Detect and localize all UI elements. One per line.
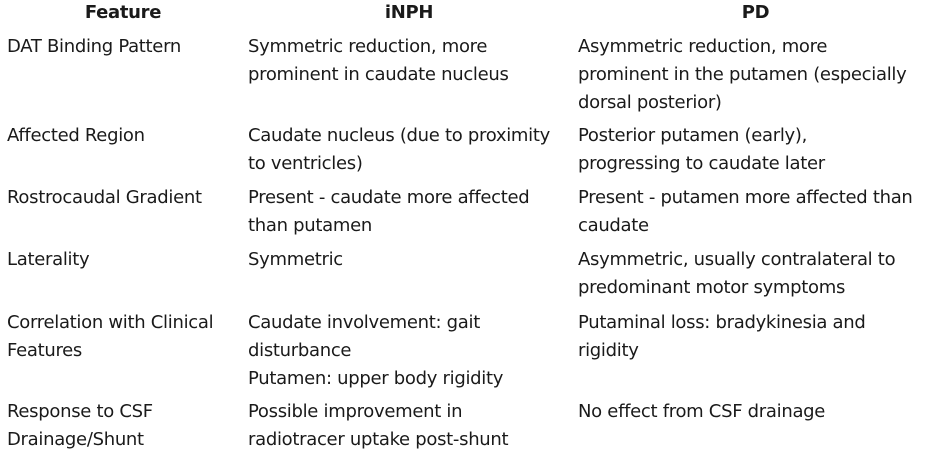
row-1-pd: Asymmetric reduction, more prominent in the putamen (especially dorsal posterior) [578, 36, 907, 113]
row-2-pd: Posterior putamen (early), progressing to caudate later [578, 125, 825, 174]
row-4-feature: Laterality [7, 249, 90, 270]
row-5-feature: Correlation with Clinical Features [7, 312, 214, 361]
row-3-feature: Rostrocaudal Gradient [7, 187, 202, 208]
row-3-pd: Present - putamen more affected than caudate [578, 187, 913, 236]
row-2-feature: Affected Region [7, 125, 145, 146]
header-feature: Feature [84, 2, 162, 23]
row-4-pd: Asymmetric, usually contralateral to predominant motor symptoms [578, 249, 896, 298]
row-1-inph: Symmetric reduction, more prominent in caudate nucleus [248, 36, 509, 85]
row-5-inph: Caudate involvement: gait disturbance Putamen: upper body rigidity [248, 312, 504, 389]
row-2-inph: Caudate nucleus (due to proximity to ventricles) [248, 125, 550, 174]
row-6-feature: Response to CSF Drainage/Shunt [7, 401, 153, 450]
row-1-feature: DAT Binding Pattern [7, 36, 181, 57]
row-6-pd: No effect from CSF drainage [578, 401, 826, 422]
header-pd: PD [741, 2, 770, 23]
row-5-pd: Putaminal loss: bradykinesia and rigidity [578, 312, 866, 361]
row-4-inph: Symmetric [248, 249, 343, 270]
header-inph: iNPH [384, 2, 434, 23]
row-6-inph: Possible improvement in radiotracer uptake post-shunt [248, 401, 509, 450]
row-3-inph: Present - caudate more affected than putamen [248, 187, 530, 236]
